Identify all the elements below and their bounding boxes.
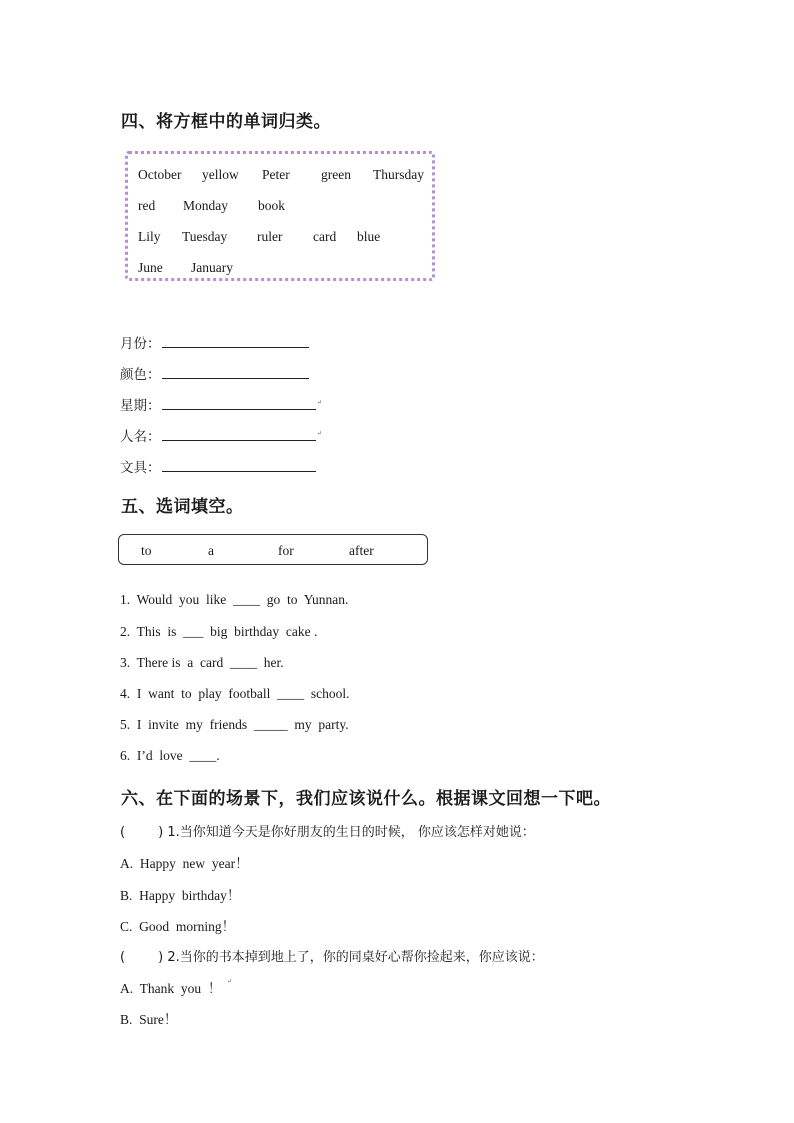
return-mark: ↵ — [227, 979, 232, 985]
category-label: 文具： — [120, 460, 161, 476]
word: book — [258, 198, 285, 213]
category-label: 月份： — [120, 336, 161, 352]
q1-option-b: B. Happy birthday！ — [120, 888, 241, 903]
word: card — [313, 229, 337, 244]
word: October — [138, 167, 182, 182]
fill-item: 6. I’d love ____. — [120, 748, 220, 763]
q1-option-a: A. Happy new year！ — [120, 856, 249, 871]
option-word: after — [349, 543, 374, 558]
option-word: a — [208, 543, 214, 558]
word: yellow — [202, 167, 239, 182]
question-1: ( ) 1.当你知道今天是你好朋友的生日的时候， 你应该怎样对她说： — [120, 825, 535, 840]
word: blue — [357, 229, 381, 244]
option-word: to — [141, 543, 152, 558]
word: June — [138, 260, 163, 275]
fill-item: 4. I want to play football ____ school. — [120, 686, 350, 701]
answer-line[interactable] — [162, 378, 309, 379]
section5-heading: 五、选词填空。 — [121, 497, 244, 517]
word: Peter — [262, 167, 290, 182]
category-label: 人名： — [120, 429, 161, 445]
fill-item: 3. There is a card ____ her. — [120, 655, 284, 670]
answer-line[interactable] — [162, 409, 316, 410]
fill-item: 1. Would you like ____ go to Yunnan. — [120, 592, 349, 607]
return-mark: ↵ — [317, 400, 322, 406]
word: Tuesday — [182, 229, 228, 244]
category-label: 星期： — [120, 398, 161, 414]
section4-heading: 四、将方框中的单词归类。 — [121, 112, 331, 132]
q2-option-a: A. Thank you ！ — [120, 981, 222, 996]
answer-line[interactable] — [162, 440, 316, 441]
answer-line[interactable] — [162, 471, 316, 472]
word: green — [321, 167, 351, 182]
section6-heading: 六、在下面的场景下，我们应该说什么。根据课文回想一下吧。 — [121, 789, 611, 809]
fill-item: 5. I invite my friends _____ my party. — [120, 717, 349, 732]
word: Lily — [138, 229, 161, 244]
word: red — [138, 198, 156, 213]
option-word: for — [278, 543, 294, 558]
q2-option-b: B. Sure！ — [120, 1012, 178, 1027]
word: ruler — [257, 229, 283, 244]
answer-line[interactable] — [162, 347, 309, 348]
word: January — [191, 260, 233, 275]
option-box — [118, 534, 428, 565]
return-mark: ↵ — [317, 431, 322, 437]
word: Thursday — [373, 167, 424, 182]
category-label: 颜色： — [120, 367, 161, 383]
word: Monday — [183, 198, 228, 213]
q1-option-c: C. Good morning！ — [120, 919, 236, 934]
fill-item: 2. This is ___ big birthday cake . — [120, 624, 318, 639]
question-2: ( ) 2.当你的书本掉到地上了，你的同桌好心帮你捡起来，你应该说： — [120, 950, 544, 965]
